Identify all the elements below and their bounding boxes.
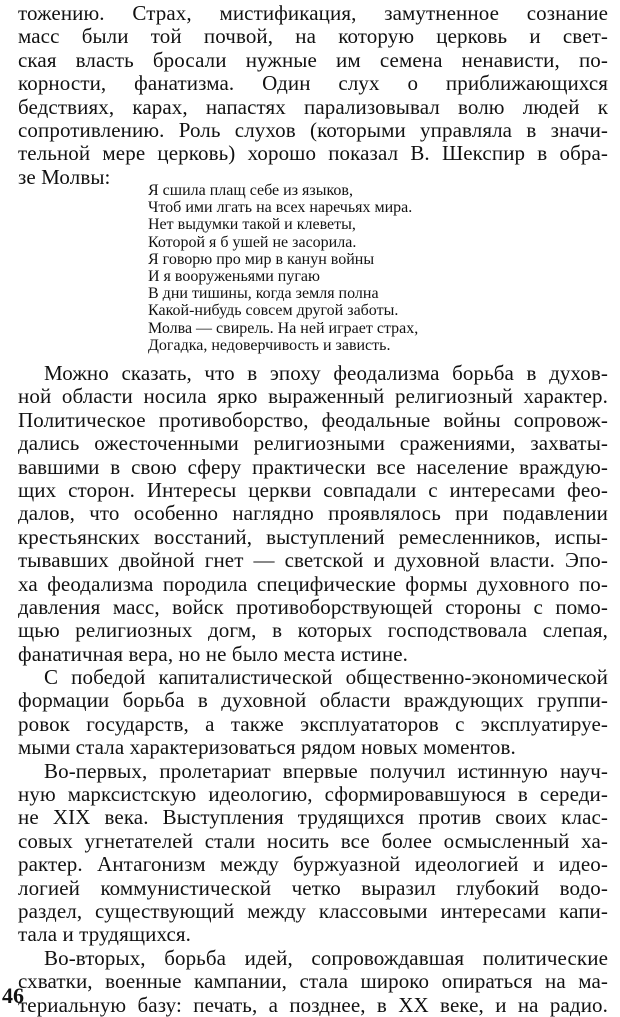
paragraph-feudalism xyxy=(18,362,608,666)
poem-line: Я сшила плащ себе из языков, xyxy=(148,182,353,199)
poem-line: И я вооруженьями пугаю xyxy=(148,267,320,285)
text-line: Во-вторых, борьба идей, сопровождавшая политические xyxy=(44,945,608,970)
text-line: Можно сказать, что в эпоху феодализма борьба в духов- xyxy=(44,361,608,385)
poem-line: Я говорю про мир в канун войны xyxy=(148,250,375,268)
poem-line: Которой я б ушей не засорила. xyxy=(148,233,357,251)
poem-line: Молва — свирель. На ней играет страх, xyxy=(148,319,419,337)
text-line: сопротивлению. Роль слухов (которыми управляла в значи- xyxy=(18,117,608,142)
text-line: тельной мере церковь) хорошо показал В. Шекспир в обра- xyxy=(18,141,608,166)
poem-line: Догадка, недоверчивость и зависть. xyxy=(148,336,391,354)
text-line: С победой капиталистической общественно-экономической xyxy=(44,665,608,690)
text-line: Во-первых, пролетариат впервые получил истинную науч- xyxy=(44,758,608,783)
text-line: масс были той почвой, на которую церковь и свет- xyxy=(18,24,608,49)
text-line: крестьянских восстаний, выступлений ремесленников, испы- xyxy=(18,524,608,549)
text-line: ровок государств, а также эксплуататоров с эксплуатируе- xyxy=(18,711,608,736)
body-text xyxy=(18,362,608,1017)
text-line: зе Молвы: xyxy=(18,164,111,189)
text-line: корности, фанатизма. Один слух о приближающихся xyxy=(18,71,608,96)
text-line: Политическое противоборство, феодальные войны сопровож- xyxy=(18,407,608,432)
poem-quote xyxy=(148,182,508,354)
text-line: рактер. Антагонизм между буржуазной идеологией и идео- xyxy=(18,852,608,877)
text-line: щих сторон. Интересы церкви совпадали с интересами фео- xyxy=(18,477,608,502)
text-line: тала и трудящихся. xyxy=(18,922,191,947)
text-line: ную марксистскую идеологию, сформировавшуюся в середи- xyxy=(18,782,608,807)
paragraph-first xyxy=(18,760,608,947)
poem-line: В дни тишины, когда земля полна xyxy=(148,285,379,303)
text-line: щью религиозных догм, в которых господствовала слепая, xyxy=(18,618,608,643)
text-line: мыми стала характеризоваться рядом новых моментов. xyxy=(18,735,516,760)
text-line: вавшими в свою сферу практически все население враждую- xyxy=(18,454,608,479)
page-number: 46 xyxy=(2,983,24,1008)
text-line: териальную базу: печать, а позднее, в XX веке, и на радио. xyxy=(18,992,608,1017)
text-line: совых угнетателей стали носить все более осмысленный ха- xyxy=(18,828,608,853)
paragraph-second xyxy=(18,947,608,1017)
top-paragraph xyxy=(18,2,608,189)
text-line: тывавших двойной гнет — светской и духовной власти. Эпо- xyxy=(18,548,608,573)
text-line: ной области носила ярко выраженный религиозный характер. xyxy=(18,384,608,409)
text-line: формации борьба в духовной области враждующих группи- xyxy=(18,688,608,713)
text-line: давления масс, войск противоборствующей стороны с помо- xyxy=(18,594,608,619)
text-line: тожению. Страх, мистификация, замутненное сознание xyxy=(18,1,608,25)
text-line: ха феодализма породила специфические формы духовного по- xyxy=(18,571,608,596)
text-line: не XIX века. Выступления трудящихся против своих клас- xyxy=(18,805,608,830)
text-line: схватки, военные кампании, стала широко опираться на ма- xyxy=(18,969,608,994)
poem-line: Нет выдумки такой и клеветы, xyxy=(148,216,356,234)
text-line: бедствиях, карах, напастях парализовывал волю людей к xyxy=(18,94,608,119)
text-line: дались ожесточенными религиозными сражениями, захваты- xyxy=(18,431,608,456)
poem-line: Чтоб ими лгать на всех наречьях мира. xyxy=(148,199,413,217)
text-line: логией коммунистической четко выразил глубокий водо- xyxy=(18,875,608,900)
paragraph-capitalism xyxy=(18,666,608,760)
text-line: фанатичная вера, но не было места истине. xyxy=(18,641,408,666)
text-line: далов, что особенно наглядно проявлялось при подавлении xyxy=(18,501,608,526)
text-line: ская власть бросали нужные им семена ненависти, по- xyxy=(18,47,608,72)
text-line: раздел, существующий между классовыми интересами капи- xyxy=(18,898,608,923)
poem-line: Какой-нибудь совсем другой заботы. xyxy=(148,302,399,320)
